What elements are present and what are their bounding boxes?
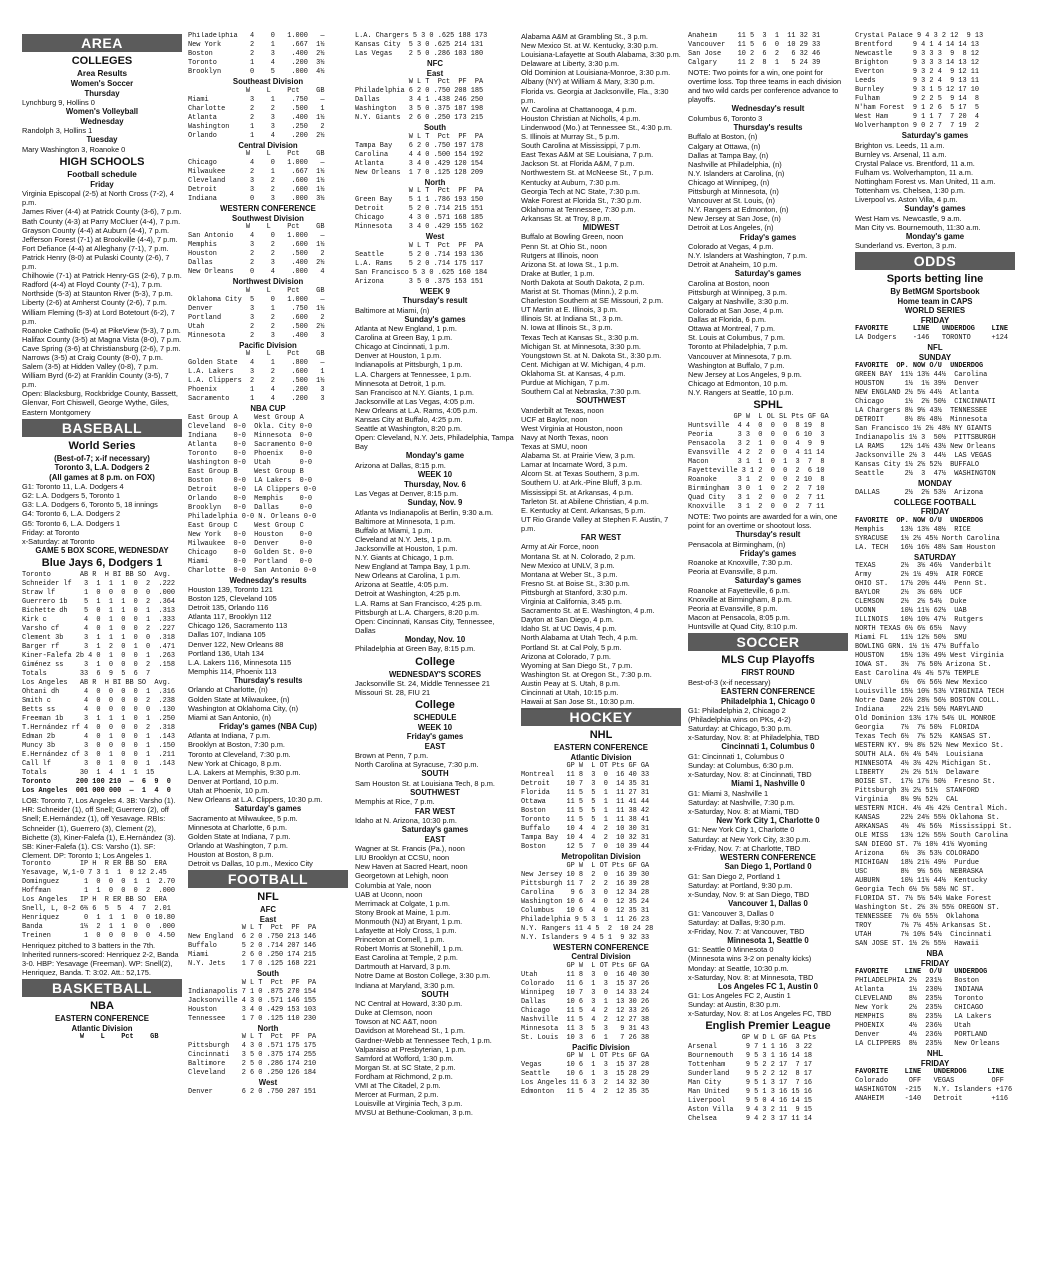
- nhl-metro-division-heading: Metropolitan Division: [561, 852, 641, 862]
- nhl-central-standings: GP W L OT Pts GF GA Utah 11 8 3 0 16 40 30 Colorado 11 6 1 3 15 37 26 Winnipeg 10 7 3 0 14 33 24 Dallas 10 6 3 1 13 30 26 Chicago 11 5 4 2 12 33 26 Nashville 11 5 4 2 12 27 38 Minnesota 11 3 5 3 9 31 43 St. Louis 10 3 6 1 7 26 38: [521, 961, 650, 1042]
- afc-east-standings: W L T Pct PF PA New England 6 2 0 .750 213 146 Buffalo 5 2 0 .714 207 146 Miami 2 6 0 .250 174 215 N.Y. Jets 1 7 0 .125 168 221: [188, 924, 317, 969]
- odds-nfl-monday-line: DALLAS 2½ 2½ 53½ Arizona: [855, 488, 984, 497]
- cfb-saturday-east-list: Wagner at St. Francis (Pa.), noon LIU Brooklyn at CCSU, noon New Haven at Sacred Heart, noon Georgetown at Lehigh, noon Columbia at Yale, noon UAB at Uconn, noon Merrimack at Colgate, 1 p.m. Stony Brook at Maine, 1 p.m. Monmouth (NJ) at Bryant, 1 p.m. Lafayette at Holy Cross, 1 p.m. Princeton at Cornell, 1 p.m. Robert Morris at Stonehill, 1 p.m. East Carolina at Temple, 2 p.m. Dartmouth at Harvard, 3 p.m. Notre Dame at Boston College, 3:30 p.m. Indiana at Maryland, 3:30 p.m.: [355, 844, 491, 990]
- epl-standings: GP W D L GF GA Pts Arsenal 9 7 1 1 16 3 22 Bournemouth 9 5 3 1 16 14 18 Tottenham 9 5 2 2 17 7 17 Sunderland 9 5 2 2 12 8 17 Man City 9 5 1 3 17 7 16 Man United 9 5 1 3 16 15 16 Liverpool 9 5 0 4 16 14 15 Aston Villa 9 4 3 2 11 9 15 Chelsea 9 4 2 3 17 11 14: [688, 1034, 817, 1124]
- womens-volleyball-heading: Women's Volleyball: [65, 107, 139, 117]
- wednesday-scores-heading: WEDNESDAY'S SCORES: [388, 669, 482, 679]
- nfc-south-standings: W L T Pct PF PA Tampa Bay 6 2 0 .750 197 178 Carolina 4 4 0 .500 154 192 Atlanta 3 4 0 .429 120 154 New Orleans 1 7 0 .125 128 209: [355, 132, 484, 177]
- odds-nhl-columns: FAVORITE LINE UNDERDOG LINE: [855, 1068, 1004, 1077]
- friday-heading: Friday: [90, 179, 114, 189]
- southeast-division-heading: Southeast Division: [232, 77, 304, 86]
- sphl-standings: GP W L OL SL Pts GF GA Huntsville 4 4 0 0 0 8 19 8 Peoria 3 3 0 0 0 6 10 3 Pensacola 3 2 1 0 0 4 9 9 Evansville 4 2 2 0 0 4 11 14 Macon 3 1 1 0 1 3 7 8 Fayetteville 3 1 2 0 0 2 6 10 Roanoke 3 1 2 0 0 2 10 8 Birmingham 3 0 1 0 2 2 7 10 Quad City 3 1 2 0 0 2 7 11 Knoxville 3 1 2 0 0 2 7 11: [688, 413, 829, 511]
- nba-cup-heading: NBA CUP: [250, 404, 286, 413]
- mls-eastern-conference-heading: EASTERN CONFERENCE: [720, 687, 815, 697]
- nhl-note: NOTE: Two points for a win, one point for overtime loss. Top three teams in each division and two wild cards per conference advance to playoffs.: [688, 68, 842, 105]
- pitching-notes: Henriquez pitched to 3 batters in the 7th. Inherited runners-scored: Henriquez 2-2, Banda 3-0. HBP: Yesavage (Freeman). WP: Snell(2), Henriquez, Banda. T: 3:02. Att.: 52,175.: [22, 940, 179, 978]
- cfb-friday-southwest-list: Memphis at Rice, 7 p.m.: [355, 797, 435, 807]
- nhl-pacific-standings-cont: Anaheim 11 5 3 1 11 32 31 Vancouver 11 5 6 0 10 29 33 San Jose 10 2 6 2 6 32 46 Calgary 11 2 8 1 5 24 39: [688, 32, 821, 67]
- nhl-pacific-standings: GP W L OT Pts GF GA Vegas 10 6 1 3 15 37 28 Seattle 10 6 1 3 15 28 29 Los Angeles 11 6 3 2 14 32 30 Edmonton 11 5 4 2 12 35 35: [521, 1052, 650, 1097]
- afc-north-standings: W L T Pct PF PA Pittsburgh 4 3 0 .571 175 175 Cincinnati 3 5 0 .375 174 255 Baltimore 2 5 0 .286 174 210 Cleveland 2 6 0 .250 126 184: [188, 1033, 317, 1078]
- nhl-metro-standings: GP W L OT Pts GF GA New Jersey 10 8 2 0 16 39 30 Pittsburgh 11 7 2 2 16 39 28 Carolina 9 6 3 0 12 34 28 Washington 10 6 4 0 12 35 24 Columbus 10 6 4 0 12 35 31 Philadelphia 9 5 3 1 11 26 23 N.Y. Rangers 11 4 5 2 10 24 28 N.Y. Islanders 9 4 5 1 9 32 33: [521, 861, 654, 942]
- series-7-list: G1: Seattle 0 Minnesota 0 (Minnesota wins 3-2 on penalty kicks) Monday: at Seattle, 10:30 p.m. x-Saturday, Nov. 8: at Minnesota, TBD: [688, 945, 814, 982]
- saturday-games-list: Sacramento at Milwaukee, 5 p.m. Minnesota at Charlotte, 6 p.m. Golden State at Indiana, 7 p.m. Orlando at Washington, 7 p.m. Houston at Boston, 8 p.m. Detroit vs Dallas, 10 p.m., Mexico City: [188, 813, 313, 869]
- cfb-saturday-games-heading: Saturday's games: [401, 825, 469, 835]
- odds-cfb-friday-heading: FRIDAY: [920, 507, 950, 517]
- odds-cfb-columns: FAVORITE OP. NOW O/U UNDERDOG: [855, 516, 984, 525]
- wednesday-results-list: Houston 139, Toronto 121 Boston 125, Cleveland 105 Detroit 135, Orlando 116 Atlanta 117, Brooklyn 112 Chicago 126, Sacramento 113 Dallas 107, Indiana 105 Denver 122, New Orleans 88 Portland 136, Utah 134 L.A. Lakers 116, Minnesota 115 Memphis 114, Phoenix 113: [188, 585, 292, 676]
- box-notes: LOB: Toronto 7, Los Angeles 4. 3B: Varsho (1). HR: Schneider (1), off Snell; Guerrero (2), off Snell; E.Hernández (1), off Yesavage. RBIs: Schneider (1), Guerrero (3), Clement (2), Bichette (3), Kiner-Falefa (1), E.Hernández (3). SB: Kiner-Falefa (1). CS: Varsho (1). SF: Clement. DP: Toronto 1; Los Angeles 1.: [22, 796, 176, 860]
- eastern-conference-heading: EASTERN CONFERENCE: [54, 1014, 149, 1024]
- nba-heading: NBA: [90, 1000, 114, 1013]
- nhl-pacific-division-heading: Pacific Division: [572, 1042, 630, 1052]
- series-1-heading: Philadelphia 1, Chicago 0: [720, 696, 816, 706]
- afc-east-heading: East: [259, 914, 277, 924]
- cfb-south-list-cont: Alabama A&M at Grambling St., 3 p.m. New Mexico St. at W. Kentucky, 3:30 p.m. Louisiana-Lafayette at South Alabama, 3:30 p.m. Delaware at Liberty, 3:30 p.m. Old Dominion at Louisiana-Monroe, 3:30 p.m. Albany (NY) at William & Mary, 3:30 p.m. Florida vs. Georgia at Jacksonville, Fla., 3:30 p.m. W. Carolina at Chattanooga, 4 p.m. Houston Christian at Nicholls, 4 p.m. Lindenwood (Mo.) at Tennessee St., 4:30 p.m. S. Illinois at Murray St., 5 p.m. South Carolina at Mississippi, 7 p.m. East Texas A&M at SE Louisiana, 7 p.m. Jackson St. at Florida A&M, 7 p.m. Northwestern St. at McNeese St., 7 p.m. Kentucky at Auburn, 7:30 p.m. Georgia Tech at NC State, 7:30 p.m. Wake Forest at Florida St., 7:30 p.m. Oklahoma at Tennessee, 7:30 p.m. Arkansas St. at Troy, 8 p.m.: [521, 32, 681, 223]
- afc-heading: AFC: [259, 905, 277, 915]
- southwest-division-heading: Southwest Division: [232, 213, 304, 223]
- section-banner-hockey: HOCKEY: [521, 708, 681, 726]
- nba-northwest-standings: W L Pct GB Oklahoma City 5 0 1.000 — Denver 3 1 .750 1½ Portland 3 2 .600 2 Utah 2 2 .500 2½ Minnesota 2 3 .400 3: [188, 286, 325, 340]
- nba-central-standings: W L Pct GB Chicago 4 0 1.000 — Milwaukee 2 1 .667 1½ Cleveland 3 2 .600 1½ Detroit 3 2 .600 1½ Indiana 0 3 .000 3½: [188, 150, 325, 203]
- odds-nba-heading: NBA: [926, 949, 944, 959]
- epl-heading: English Premier League: [705, 1020, 831, 1033]
- box-score-heading: GAME 5 BOX SCORE, WEDNESDAY: [35, 545, 169, 555]
- cfb-saturday-east-heading: EAST: [424, 834, 446, 844]
- schedule-heading: SCHEDULE: [413, 713, 457, 723]
- home-team-note: Home team in CAPS: [897, 296, 973, 306]
- sphl-heading: SPHL: [753, 399, 783, 411]
- nhl-western-conference-heading: WESTERN CONFERENCE: [553, 942, 649, 952]
- friday-games-list: Atlanta at Indiana, 7 p.m. Brooklyn at Boston, 7:30 p.m. Toronto at Cleveland, 7:30 p.m. New York at Chicago, 8 p.m. L.A. Lakers at Memphis, 9:30 p.m. Denver at Portland, 10 p.m. Utah at Phoenix, 10 p.m. New Orleans at L.A. Clippers, 10:30 p.m.: [188, 731, 323, 804]
- nfl-monday-game: Arizona at Dallas, 8:15 p.m.: [355, 460, 446, 470]
- monday-nov10-list: Philadelphia at Green Bay, 8:15 p.m.: [355, 644, 476, 654]
- cfb-friday-games-heading: Friday's games: [406, 732, 464, 742]
- odds-cfb-heading: COLLEGE FOOTBALL: [893, 497, 977, 507]
- sphl-thursday-list: Pensacola at Birmingham, (n): [688, 539, 786, 549]
- sphl-saturday-heading: Saturday's games: [734, 576, 802, 586]
- nfc-east-standings: W L T Pct PF PA Philadelphia 6 2 0 .750 208 185 Dallas 3 4 1 .438 246 250 Washington 3 5 0 .375 187 198 N.Y. Giants 2 6 0 .250 173 215: [355, 78, 484, 122]
- wednesday-results-heading: Wednesday's results: [229, 575, 307, 585]
- epl-monday-list: Sunderland vs. Everton, 3 p.m.: [855, 241, 957, 251]
- cfb-week-10-heading: WEEK 10: [417, 722, 453, 732]
- column-1: [22, 32, 182, 1271]
- betmgm-credit: By BetMGM Sportsbook: [890, 287, 980, 297]
- epl-monday-heading: Monday's game: [905, 231, 965, 241]
- sphl-saturday-list: Roanoke at Fayetteville, 6 p.m. Knoxville at Birmingham, 8 p.m. Peoria at Evansville, 8 p.m. Macon at Pensacola, 8:05 p.m. Huntsville at Quad City, 8:10 p.m.: [688, 585, 798, 632]
- odds-ws-line: LA Dodgers -146 TORONTO +124: [855, 334, 1008, 343]
- odds-cfb-saturday-heading: SATURDAY: [913, 552, 957, 562]
- series-8-list: G1: Los Angeles FC 2, Austin 1 Sunday: at Austin, 8:30 p.m. x-Saturday, Nov. 8: at Los Angeles FC, TBD: [688, 991, 832, 1019]
- ws-subhead-2: Toronto 3, L.A. Dodgers 2: [54, 463, 150, 473]
- odds-nhl-heading: NHL: [926, 1049, 944, 1059]
- series-4-heading: New York City 1, Charlotte 0: [716, 815, 820, 825]
- nhl-friday-games-list: Colorado at Vegas, 4 p.m. N.Y. Islanders at Washington, 7 p.m. Detroit at Anaheim, 10 p.m.: [688, 242, 808, 270]
- series-3-list: G1: Miami 3, Nashville 1 Saturday: at Nashville, 7:30 p.m. x-Saturday, Nov. 8: at Miami, TBD: [688, 788, 799, 816]
- mls-format: Best-of-3 (x-if necessary): [688, 677, 771, 687]
- nhl-wednesday-result-heading: Wednesday's result: [731, 104, 805, 114]
- nhl-friday-games-heading: Friday's games: [739, 232, 797, 242]
- womens-soccer-heading: Women's Soccer: [70, 79, 134, 88]
- college-heading: College: [415, 655, 455, 668]
- odds-nhl-lines: Colorado OFF VEGAS OFF WASHINGTON -215 N.Y. Islanders +176 ANAHEIM -140 Detroit +116: [855, 1077, 1013, 1104]
- high-schools-heading: HIGH SCHOOLS: [59, 155, 145, 168]
- column-4: [521, 32, 681, 1271]
- thursday-heading: Thursday: [84, 88, 120, 98]
- nfl-thursday-result-heading: Thursday's result: [402, 296, 468, 305]
- section-banner-area: AREA: [22, 34, 182, 52]
- saturday-games-heading: Saturday's games: [234, 804, 302, 814]
- series-3-heading: Miami 1, Nashville 0: [731, 779, 805, 789]
- sunday-nov9-heading: Sunday, Nov. 9: [407, 498, 463, 508]
- sphl-thursday-heading: Thursday's result: [735, 530, 801, 540]
- nhl-thursday-results-list: Buffalo at Boston, (n) Calgary at Ottawa, (n) Dallas at Tampa Bay, (n) Nashville at Philadelphia, (n) N.Y. Islanders at Carolina, (n) Chicago at Winnipeg, (n) Pittsburgh at Minnesota, (n) Vancouver at St. Louis, (n) N.Y. Rangers at Edmonton, (n) New Jersey at San Jose, (n) Detroit at Los Angeles, (n): [688, 132, 789, 233]
- nba-southwest-standings: W L Pct GB San Antonio 4 0 1.000 — Memphis 3 2 .600 1½ Houston 2 2 .500 2 Dallas 2 3 .400 2½ New Orleans 0 4 .000 4: [188, 223, 325, 276]
- series-6-list: G1: Vancouver 3, Dallas 0 Saturday: at Dallas, 9:30 p.m. x-Friday, Nov. 7: at Vancouver, TBD: [688, 908, 805, 936]
- odds-nfl-columns: FAVORITE OP. NOW O/U UNDERDOG: [855, 362, 984, 371]
- cfb-saturday-south-heading: SOUTH: [421, 989, 449, 999]
- atlantic-table-header: W L Pct GB: [22, 1033, 159, 1042]
- nba-southeast-standings: W L Pct GB Miami 3 1 .750 — Charlotte 2 2 .500 1 Atlanta 2 3 .400 1½ Washington 1 3 .250 2 Orlando 1 4 .200 2½: [188, 86, 325, 140]
- sunday-nov9-list: Atlanta vs Indianapolis at Berlin, 9:30 a.m. Baltimore at Minnesota, 1 p.m. Buffalo at Miami, 1 p.m. Cleveland at N.Y. Jets, 1 p.m. Jacksonville at Houston, 1 p.m. N.Y. Giants at Chicago, 1 p.m. New England at Tampa Bay, 1 p.m. New Orleans at Carolina, 1 p.m. Arizona at Seattle, 4:05 p.m. Detroit at Washington, 4:25 p.m. L.A. Rams at San Francisco, 4:25 p.m. Pittsburgh at L.A. Chargers, 8:20 p.m. Open: Cincinnati, Kansas City, Tennessee, Dallas: [355, 507, 495, 635]
- nhl-eastern-conference-heading: EASTERN CONFERENCE: [553, 743, 648, 753]
- cfb-southwest-heading: SOUTHWEST: [576, 396, 626, 406]
- cfb-saturday-south-list: NC Central at Howard, 3:30 p.m. Duke at Clemson, noon Towson at NC A&T, noon Davidson at Morehead St., 1 p.m. Gardner-Webb at Tennessee Tech, 1 p.m. Valparaiso at Presbyterian, 1 p.m. Samford at Wofford, 1:30 p.m. Morgan St. at SC State, 2 p.m. Fordham at Richmond, 2 p.m. VMI at The Citadel, 2 p.m. Mercer at Furman, 2 p.m. Louisville at Virginia Tech, 3 p.m. MVSU at Bethune-Cookman, 3 p.m.: [355, 999, 492, 1118]
- nba-atlantic-standings: Philadelphia 4 0 1.000 — New York 2 1 .667 1½ Boston 2 3 .400 2½ Toronto 1 4 .200 3½ Brooklyn 0 5 .000 4½: [188, 32, 325, 76]
- central-division-heading: Central Division: [238, 140, 298, 150]
- atlantic-division-heading: Atlantic Division: [71, 1023, 133, 1033]
- hs-games-list: Virginia Episcopal (2-5) at North Cross (7-2), 4 p.m. James River (4-4) at Patrick County (3-6), 7 p.m. Bath County (4-3) at Parry McCluer (4-4), 7 p.m. Grayson County (4-4) at Auburn (4-4), 7 p.m. Jefferson Forest (7-1) at Brookville (4-4), 7 p.m. Fort Defiance (4-4) at Alleghany (7-1), 7 p.m. Patrick Henry (8-0) at Pulaski County (2-6), 7 p.m. Chilhowie (7-1) at Patrick Henry-GS (2-6), 7 p.m. Radford (4-4) at Floyd County (7-1), 7 p.m. Northside (5-3) at Staunton River (5-3), 7 p.m. Liberty (2-6) at Amherst County (2-6), 7 p.m. William Fleming (5-3) at Lord Botetourt (6-2), 7 p.m. Roanoke Catholic (5-4) at PikeView (5-3), 7 p.m. Halifax County (3-5) at Magna Vista (8-0), 7 p.m. Cave Spring (3-6) at Christiansburg (2-6), 7 p.m. Narrows (3-5) at Craig County (8-0), 7 p.m. Salem (3-5) at Hidden Valley (0-8), 7 p.m. William Byrd (6-2) at Franklin County (3-5), 7 p.m. Open: Blacksburg, Rockbridge County, Bassett, Glenvar, Fort Chiswell, George Wythe, Giles, Eastern Montgomery: [22, 189, 182, 417]
- football-schedule-heading: Football schedule: [67, 169, 137, 179]
- tuesday-result: Mary Washington 3, Roanoke 0: [22, 144, 126, 154]
- nhl-wednesday-result: Columbus 6, Toronto 3: [688, 113, 763, 123]
- nhl-thursday-results-heading: Thursday's results: [733, 122, 803, 132]
- world-series-heading: World Series: [68, 439, 136, 452]
- nfl-sunday-games-heading: Sunday's games: [404, 314, 466, 324]
- odds-nfl-sunday-heading: SUNDAY: [918, 352, 952, 362]
- ws-subhead-1: (Best-of-7; x-if necessary): [54, 453, 150, 463]
- northwest-division-heading: Northwest Division: [232, 277, 304, 286]
- sphl-friday-heading: Friday's games: [739, 548, 797, 558]
- odds-nfl-monday-heading: MONDAY: [918, 479, 952, 489]
- nhl-heading: NHL: [589, 729, 613, 742]
- afc-north-heading: North: [257, 1023, 279, 1033]
- batting-box-score: Toronto AB R H BI BB SO Avg. Schneider lf 3 1 1 1 0 2 .222 Straw lf 1 0 0 0 0 0 .000 Guerrero 1b 5 1 1 1 0 2 .364 Bichette dh 5 0 1 1 0 1 .313 Kirk c 4 0 1 0 0 1 .333 Varsho cf 4 0 1 0 0 2 .227 Clement 3b 3 1 1 1 0 0 .318 Barger rf 3 1 2 0 1 0 .471 Kiner-Falefa 2b 4 0 1 0 0 1 .263 Giménez ss 3 1 0 0 0 2 .158 Totals 33 6 9 5 6 7 Los Angeles AB R H BI BB SO Avg. Ohtani dh 4 0 0 0 0 1 .316 Smith c 4 0 0 0 0 2 .238 Betts ss 4 0 0 0 0 0 .130 Freeman 1b 3 1 1 1 0 1 .250 T.Hernández rf 4 0 0 0 0 2 .318 Edman 2b 4 0 1 0 0 1 .143 Muncy 3b 3 0 0 0 0 1 .150 E.Hernández cf 3 0 1 0 0 1 .211 Call lf 3 0 1 0 0 1 .143 Totals 30 1 4 1 1 15: [22, 571, 175, 778]
- section-banner-soccer: SOCCER: [688, 633, 848, 651]
- afc-west-heading: West: [258, 1078, 278, 1088]
- sphl-note: NOTE: Two points are awarded for a win, one point for an overtime or shootout loss.: [688, 512, 838, 531]
- nhl-saturday-games-heading: Saturday's games: [734, 269, 802, 279]
- wednesday-scores-list: Jacksonville St. 24, Middle Tennessee 21 Missouri St. 28, FIU 21: [355, 679, 491, 698]
- box-score-title: Blue Jays 6, Dodgers 1: [41, 557, 163, 570]
- series-1-list: G1: Philadelphia 2, Chicago 2 (Philadelphia wins on PKs, 4-2) Saturday: at Chicago, 5:30 p.m. x-Saturday, Nov. 8: at Philadelphia, TBD: [688, 706, 820, 743]
- nfc-heading: NFC: [426, 59, 444, 68]
- mls-western-conference-heading: WESTERN CONFERENCE: [720, 852, 816, 862]
- odds-nba-lines: PHILADELPHIA 2½ 231½ Boston Atlanta 1½ 230½ INDIANA CLEVELAND 8½ 235½ Toronto New York 2½ 235½ CHICAGO MEMPHIS 8½ 235½ LA Lakers PHOENIX 4½ 236½ Utah Denver 4½ 236½ PORTLAND LA CLIPPERS 8½ 235½ New Orleans: [855, 977, 1000, 1049]
- afc-south-heading: South: [256, 969, 280, 979]
- afc-west-standings: Denver 6 2 0 .750 207 151: [188, 1087, 317, 1096]
- nfc-west-standings: W L T Pct PF PA Seattle 5 2 0 .714 193 136 L.A. Rams 5 2 0 .714 175 117 San Francisco 5 3 0 .625 160 184 Arizona 3 5 0 .375 153 151: [355, 241, 488, 286]
- cfb-midwest-list: Buffalo at Bowling Green, noon Penn St. at Ohio St., noon Rutgers at Illinois, noon Arizona St. at Iowa St., 1 p.m. Drake at Butler, 1 p.m. North Dakota at South Dakota, 2 p.m. Marist at St. Thomas (Minn.), 2 p.m. Charleston Southern at SE Missouri, 2 p.m. UT Martin at E. Illinois, 3 p.m. Illinois St. at Indiana St., 3 p.m. N. Iowa at Illinois St., 3 p.m. Texas Tech at Kansas St., 3:30 p.m. Michigan St. at Minnesota, 3:30 p.m. Youngstown St. at N. Dakota St., 3:30 p.m. Cent. Michigan at W. Michigan, 4 p.m. Oklahoma St. at Kansas, 4 p.m. Purdue at Michigan, 7 p.m. Southern Cal at Nebraska, 7:30 p.m.: [521, 232, 664, 397]
- epl-sunday-list: West Ham vs. Newcastle, 9 a.m. Man City vs. Bournemouth, 11:30 a.m.: [855, 213, 981, 232]
- odds-nba-friday-heading: FRIDAY: [920, 958, 950, 968]
- nhl-saturday-games-list: Carolina at Boston, noon Pittsburgh at Winnipeg, 3 p.m. Calgary at Nashville, 3:30 p.m. Colorado at San Jose, 4 p.m. Dallas at Florida, 6 p.m. Ottawa at Montreal, 7 p.m. St. Louis at Columbus, 7 p.m. Toronto at Philadelphia, 7 p.m. Vancouver at Minnesota, 7 p.m. Washington at Buffalo, 7 p.m. New Jersey at Los Angeles, 9 p.m. Chicago at Edmonton, 10 p.m. N.Y. Rangers at Seattle, 10 p.m.: [688, 278, 802, 397]
- afc-south-standings: W L T Pct PF PA Indianapolis 7 1 0 .875 270 154 Jacksonville 4 3 0 .571 146 155 Houston 3 4 0 .429 153 103 Tennessee 1 7 0 .125 110 230: [188, 978, 317, 1023]
- epl-saturday-heading: Saturday's games: [901, 131, 969, 140]
- thursday-nov6-list: Las Vegas at Denver, 8:15 p.m.: [355, 489, 459, 498]
- odds-nba-columns: FAVORITE LINE O/U UNDERDOG: [855, 968, 988, 977]
- cfb-friday-southwest-heading: SOUTHWEST: [410, 787, 460, 797]
- cfb-friday-east-heading: EAST: [424, 741, 446, 751]
- odds-nfl-lines: GREEN BAY 11½ 13½ 44½ Carolina HOUSTON 1½ 1½ 39½ Denver NEW ENGLAND 2½ 5½ 44½ Atlanta Chicago 1½ 2½ 50½ CINCINNATI LA Chargers 8½ 9½ 43½ TENNESSEE DETROIT 8½ 8½ 48½ Minnesota San Francisco 1½ 2½ 48½ NY GIANTS Indianapolis 1½ 3 50½ PITTSBURGH LA RAMS 12½ 14½ 43½ New Orleans Jacksonville 2½ 3 44½ LAS VEGAS Kansas City 1½ 2½ 52½ BUFFALO Seattle 2½ 3 47½ WASHINGTON: [855, 371, 996, 479]
- section-banner-basketball: BASKETBALL: [22, 979, 182, 997]
- series-8-heading: Los Angeles FC 1, Austin 0: [718, 981, 818, 991]
- cfb-friday-south-heading: SOUTH: [421, 769, 449, 779]
- nfc-south-heading: South: [423, 123, 447, 132]
- thursday-results-list: Orlando at Charlotte, (n) Golden State at Milwaukee, (n) Washington at Oklahoma City, (n) Miami at San Antonio, (n): [188, 685, 299, 722]
- nhl-atlantic-division-heading: Atlantic Division: [570, 752, 632, 762]
- college-schedule-heading: College: [415, 699, 455, 712]
- series-4-list: G1: New York City 1, Charlotte 0 Saturday: at New York City, 3:30 p.m. x-Friday, Nov. 7: at Charlotte, TBD: [688, 825, 811, 853]
- cfb-midwest-heading: MIDWEST: [582, 222, 620, 232]
- tuesday-heading: Tuesday: [86, 135, 118, 145]
- thursday-results-heading: Thursday's results: [233, 675, 303, 685]
- sphl-friday-list: Roanoke at Knoxville, 7:30 p.m. Peoria at Evansville, 8 p.m.: [688, 558, 793, 577]
- series-2-list: G1: Cincinnati 1, Columbus 0 Sunday: at Columbus, 6:30 p.m. x-Saturday, Nov. 8: at Cincinnati, TBD: [688, 751, 812, 780]
- cfb-friday-east-list: Brown at Penn, 7 p.m. North Carolina at Syracuse, 7:30 p.m.: [355, 751, 479, 770]
- odds-cfb-friday-lines: Memphis 13½ 13½ 48½ RICE SYRACUSE 1½ 2½ 45½ North Carolina LA. TECH 16½ 16½ 48½ Sam Houston: [855, 525, 1000, 552]
- series-5-list: G1: San Diego 2, Portland 1 Saturday: at Portland, 9:30 p.m. x-Sunday, Nov. 9: at San Diego, TBD: [688, 871, 810, 899]
- column-5: [688, 32, 848, 1271]
- ws-subhead-3: (All games at 8 p.m. on FOX): [49, 472, 155, 482]
- colleges-heading: COLLEGES: [71, 55, 133, 67]
- odds-world-series-heading: WORLD SERIES: [904, 306, 966, 316]
- area-results-heading: Area Results: [76, 69, 128, 78]
- series-7-heading: Minnesota 1, Seattle 0: [727, 935, 809, 945]
- friday-games-heading: Friday's games (NBA Cup): [219, 721, 317, 731]
- nhl-atlantic-standings: GP W L OT Pts GF GA Montreal 11 8 3 0 16 40 33 Detroit 10 7 3 0 14 35 31 Florida 11 5 5 1 11 27 31 Ottawa 11 5 5 1 11 41 44 Boston 11 5 5 1 11 38 42 Toronto 11 5 5 1 11 38 41 Buffalo 10 4 4 2 10 30 31 Tampa Bay 10 4 4 2 10 32 31 Boston 12 5 7 0 10 39 44: [521, 762, 650, 852]
- week-10-heading: WEEK 10: [417, 470, 453, 479]
- cfb-farwest-list: Army at Air Force, noon Montana St. at N. Colorado, 2 p.m. New Mexico at UNLV, 3 p.m. Montana at Weber St., 3 p.m. Fresno St. at Boise St., 3:30 p.m. Pittsburgh at Stanford, 3:30 p.m. Virginia at California, 3:45 p.m. Sacramento St. at E. Washington, 4 p.m. Dayton at San Diego, 4 p.m. Idaho St. at UC Davis, 4 p.m. North Alabama at Utah Tech, 4 p.m. Portland St. at Cal Poly, 5 p.m. Arizona at Colorado, 7 p.m. Wyoming at San Diego St., 7 p.m. Washington St. at Oregon St., 7:30 p.m. Austin Peay at S. Utah, 8 p.m. Cincinnati at Utah, 10:15 p.m. Hawaii at San Jose St., 10:30 p.m.: [521, 542, 655, 707]
- section-banner-baseball: BASEBALL: [22, 419, 182, 437]
- volleyball-result: Randolph 3, Hollins 1: [22, 126, 93, 136]
- mls-cup-heading: MLS Cup Playoffs: [721, 654, 815, 667]
- nfc-north-heading: North: [424, 177, 446, 187]
- western-conference-heading: WESTERN CONFERENCE: [220, 204, 316, 213]
- pacific-division-heading: Pacific Division: [239, 340, 297, 350]
- section-banner-football: FOOTBALL: [188, 870, 348, 888]
- line-score: Toronto 200 100 210 — 6 9 0 Los Angeles 001 000 000 — 1 4 0: [22, 778, 171, 796]
- epl-standings-cont: Crystal Palace 9 4 3 2 12 9 13 Brentford 9 4 1 4 14 14 13 Newcastle 9 3 3 3 9 8 12 Brighton 9 3 3 3 14 13 12 Everton 9 3 2 4 9 12 11 Leeds 9 3 2 4 9 13 11 Burnley 9 3 1 5 12 17 10 Fulham 9 2 2 5 9 14 8 N'ham Forest 9 1 2 6 5 17 5 West Ham 9 1 1 7 7 20 4 Wolverhampton 9 0 2 7 7 19 2: [855, 32, 984, 130]
- afc-west-standings-cont: L.A. Chargers 5 3 0 .625 188 173 Kansas City 5 3 0 .625 214 131 Las Vegas 2 5 0 .286 103 180: [355, 32, 488, 58]
- odds-ws-columns: FAVORITE LINE UNDERDOG LINE: [855, 325, 1008, 334]
- nfl-heading: NFL: [257, 891, 279, 904]
- odds-nfl-heading: NFL: [927, 343, 943, 353]
- series-2-heading: Cincinnati 1, Columbus 0: [721, 742, 815, 752]
- nba-pacific-standings: W L Pct GB Golden State 4 1 .800 — L.A. Lakers 3 2 .600 1 L.A. Clippers 2 2 .500 1½ Phoenix 1 4 .200 3 Sacramento 1 4 .200 3: [188, 350, 325, 403]
- epl-saturday-list: Brighton vs. Leeds, 11 a.m. Burnley vs. Arsenal, 11 a.m. Crystal Palace vs. Brentford, 11 a.m. Fulham vs. Wolverhampton, 11 a.m. Nottingham Forest vs. Man United, 11 a.m. Tottenham vs. Chelsea, 1:30 p.m. Liverpool vs. Aston Villa, 4 p.m.: [855, 140, 996, 205]
- odds-ws-friday-heading: FRIDAY: [920, 315, 950, 325]
- column-2: [188, 32, 348, 1271]
- cfb-friday-south-list: Sam Houston St. at Louisiana Tech, 8 p.m.: [355, 778, 495, 788]
- epl-sunday-heading: Sunday's games: [904, 204, 966, 214]
- betting-line-heading: Sports betting line: [886, 273, 984, 286]
- thursday-nov6-heading: Thursday, Nov. 6: [404, 479, 466, 489]
- cfb-friday-farwest-heading: FAR WEST: [414, 806, 456, 816]
- nfc-north-standings: W L T Pct PF PA Green Bay 5 1 1 .786 193 150 Detroit 5 2 0 .714 215 151 Chicago 4 3 0 .571 168 185 Minnesota 3 4 0 .429 155 162: [355, 187, 484, 231]
- nfl-monday-game-heading: Monday's game: [405, 451, 465, 461]
- section-banner-odds: ODDS: [855, 252, 1015, 270]
- column-6: [855, 32, 1015, 1271]
- monday-nov10-heading: Monday, Nov. 10: [404, 634, 466, 644]
- soccer-result: Lynchburg 9, Hollins 0: [22, 98, 95, 107]
- odds-cfb-saturday-lines: TEXAS 2½ 3½ 46½ Vanderbilt Army 2½ 1½ 49½ AIR FORCE OHIO ST. 17½ 20½ 44½ Penn St. BAYLOR 2½ 3½ 60½ UCF CLEMSON 2½ 2½ 54½ Duke UCONN 10½ 11½ 62½ UAB ILLINOIS 10½ 10½ 47½ Rutgers NORTH TEXAS 6½ 6½ 65½ Navy Miami FL 11½ 12½ 50½ SMU BOWLING GRN. 1½ 1½ 47½ Buffalo HOUSTON 15½ 13½ 49½ West Virginia IOWA ST. 3½ 7½ 50½ Arizona St. East Carolina 4½ 4½ 57½ TEMPLE UNLV 6½ 6½ 56½ New Mexico Louisville 15½ 10½ 53½ VIRGINIA TECH Notre Dame 26½ 28½ 56½ BOSTON COLL. Indiana 22½ 21½ 50½ MARYLAND Old Dominion 13½ 17½ 54½ UL MONROE Georgia 7½ 7½ 50½ FLORIDA Texas Tech 6½ 7½ 52½ KANSAS ST. WESTERN KY. 9½ 8½ 52½ New Mexico St. SOUTH ALA. 6½ 4½ 54½ Louisiana MINNESOTA 4½ 3½ 42½ Michigan St. LIBERTY 2½ 2½ 51½ Delaware BOISE ST. 17½ 17½ 50½ Fresno St. Pittsburgh 3½ 2½ 51½ STANFORD Virginia 8½ 9½ 52½ CAL WESTERN MICH. 4½ 4½ 42½ Central Mich. KANSAS 22½ 24½ 55½ Oklahoma St. ARKANSAS 4½ 4½ 56½ Mississippi St. OLE MISS 13½ 12½ 55½ South Carolina SAN DIEGO ST. 7½ 10½ 41½ Wyoming Arizona 6½ 3½ 53½ COLORADO MICHIGAN 18½ 21½ 49½ Purdue USC 8½ 9½ 56½ NEBRASKA AUBURN 10½ 11½ 44½ Kentucky Georgia Tech 6½ 5½ 58½ NC ST. FLORIDA ST. 7½ 5½ 54½ Wake Forest Washington St. 2½ 3½ 55½ OREGON ST. TENNESSEE 7½ 6½ 55½ Oklahoma TROY 7½ 7½ 45½ Arkansas St. UTAH 7½ 10½ 54½ Cincinnati SAN JOSE ST. 1½ 2½ 55½ Hawaii: [855, 562, 1013, 949]
- column-3: [355, 32, 515, 1271]
- nfl-sunday-games-list: Atlanta at New England, 1 p.m. Carolina at Green Bay, 1 p.m. Chicago at Cincinnati, 1 p.m. Denver at Houston, 1 p.m. Indianapolis at Pittsburgh, 1 p.m. L.A. Chargers at Tennessee, 1 p.m. Minnesota at Detroit, 1 p.m. San Francisco at N.Y. Giants, 1 p.m. Jacksonville at Las Vegas, 4:05 p.m. New Orleans at L.A. Rams, 4:05 p.m. Kansas City at Buffalo, 4:25 p.m. Seattle at Washington, 8:20 p.m. Open: Cleveland, N.Y. Jets, Philadelphia, Tampa Bay: [355, 324, 514, 452]
- series-6-heading: Vancouver 1, Dallas 0: [728, 899, 808, 909]
- series-5-heading: San Diego 1, Portland 0: [724, 862, 812, 872]
- odds-nhl-friday-heading: FRIDAY: [920, 1058, 950, 1068]
- wednesday-heading: Wednesday: [80, 116, 124, 126]
- nfl-thursday-result: Baltimore at Miami, (n): [355, 305, 430, 315]
- pitching-box-score: Toronto IP H R ER BB SO ERA Yesavage, W,1-0 7 3 1 1 0 12 2.45 Dominguez 1 0 0 0 1 1 2.70 Hoffman 1 1 0 0 0 2 .000 Los Angeles IP H R ER BB SO ERA Snell, L, 0-2 6⅔ 6 5 5 4 7 2.01 Henriquez 0 1 1 1 0 0 10.80 Banda 1⅓ 2 1 1 0 0 .000 Treinen 1 0 0 0 0 0 4.50: [22, 859, 175, 940]
- nhl-central-division-heading: Central Division: [571, 952, 631, 962]
- cfb-friday-farwest-list: Idaho at N. Arizona, 10:30 p.m.: [355, 816, 457, 826]
- nba-cup-groups: East Group A West Group A Cleveland 0-0 Okla. City 0-0 Indiana 0-0 Minnesota 0-0 Atlanta 0-0 Sacramento 0-0 Toronto 0-0 Phoenix 0-0 Washington 0-0 Utah 0-0 East Group B West Group B Boston 0-0 LA Lakers 0-0 Detroit 0-0 LA Clippers 0-0 Orlando 0-0 Memphis 0-0 Brooklyn 0-0 Dallas 0-0 Philadelphia 0-0 N. Orleans 0-0 East Group C West Group C New York 0-0 Houston 0-0 Milwaukee 0-0 Denver 0-0 Chicago 0-0 Golden St. 0-0 Miami 0-0 Portland 0-0 Charlotte 0-0 San Antonio 0-0: [188, 413, 317, 575]
- cfb-farwest-heading: FAR WEST: [580, 532, 622, 542]
- ws-games-list: G1: Toronto 11, L.A. Dodgers 4 G2: L.A. Dodgers 5, Toronto 1 G3: L.A. Dodgers 6, Toronto 5, 18 innings G4: Toronto 6, L.A. Dodgers 2 G5: Toronto 6, L.A. Dodgers 1 Friday: at Toronto x-Saturday: at Toronto: [22, 482, 158, 546]
- nfc-east-heading: East: [426, 68, 444, 78]
- cfb-southwest-list: Vanderbilt at Texas, noon UCF at Baylor, noon West Virginia at Houston, noon Navy at North Texas, noon Texas at SMU, noon Alabama St. at Prairie View, 3 p.m. Lamar at Incarnate Word, 3 p.m. Alcorn St. at Texas Southern, 3 p.m. Southern U. at Ark.-Pine Bluff, 3 p.m. Mississippi St. at Arkansas, 4 p.m. Tarleton St. at Abilene Christian, 4 p.m. E. Kentucky at Cent. Arkansas, 5 p.m. UT Rio Grande Valley at Stephen F. Austin, 7 p.m.: [521, 405, 669, 533]
- week-9-heading: WEEK 9: [420, 286, 450, 296]
- nfc-west-heading: West: [425, 232, 445, 241]
- first-round-heading: FIRST ROUND: [741, 668, 795, 678]
